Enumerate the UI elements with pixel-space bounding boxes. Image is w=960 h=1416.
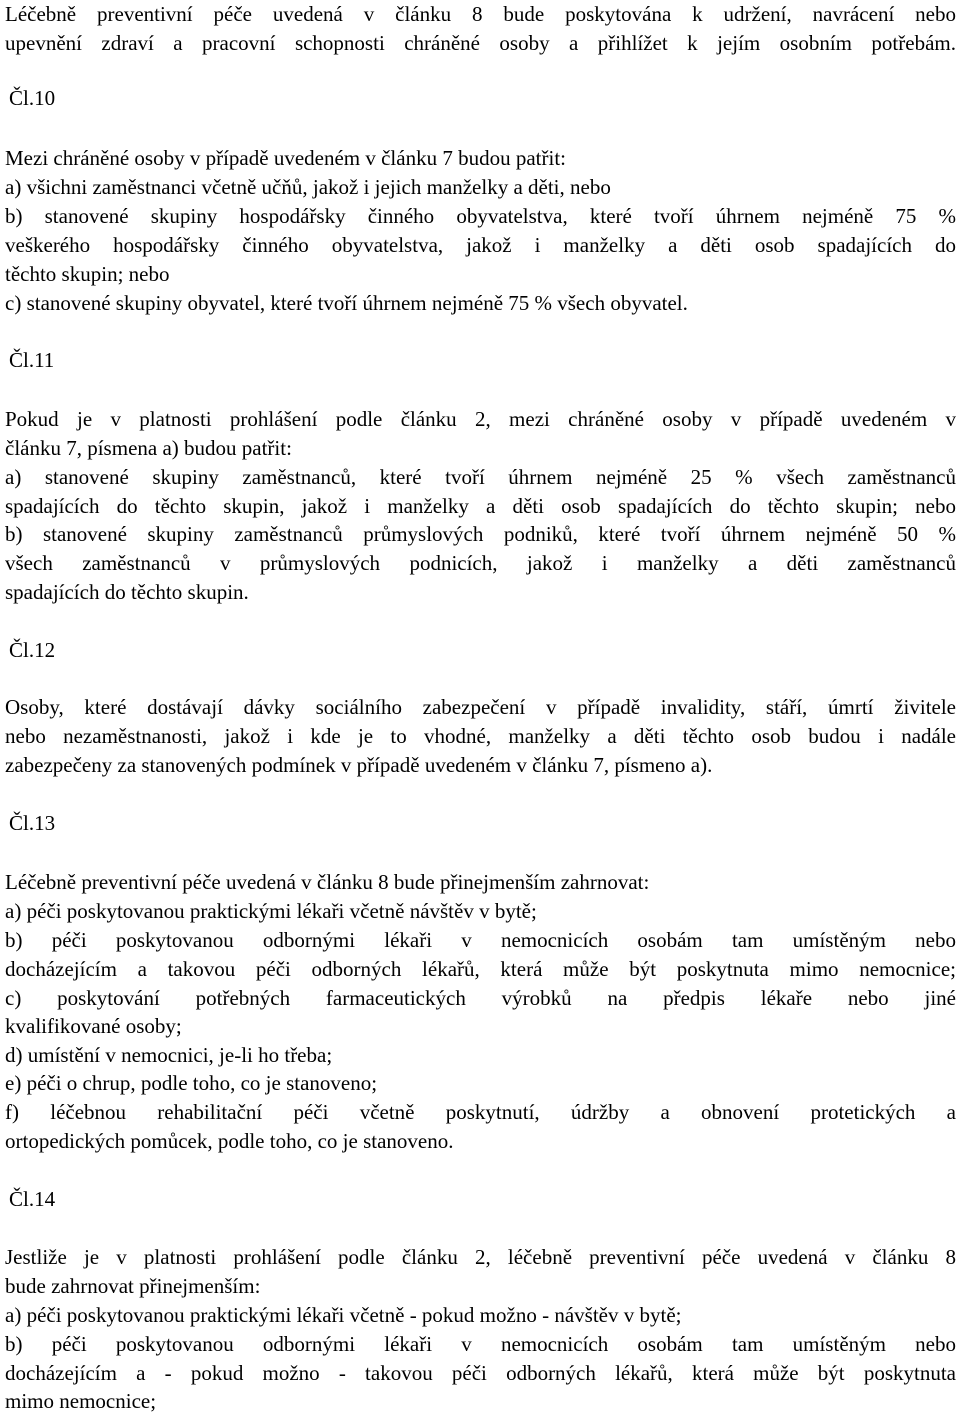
article-heading-11: Čl.11 (9, 348, 55, 372)
text-line: spadajících do těchto skupin, jakož i manželky a děti osob spadajících do těchto skupin; nebo (5, 494, 956, 518)
text-line: Jestliže je v platnosti prohlášení podle článku 2, léčebně preventivní péče uvedená v článku 8 (5, 1245, 956, 1269)
text-line: zabezpečeny za stanovených podmínek v případě uvedeném v článku 7, písmeno a). (5, 753, 713, 777)
text-line: spadajících do těchto skupin. (5, 580, 249, 604)
text-line: Mezi chráněné osoby v případě uvedeném v článku 7 budou patřit: (5, 146, 566, 170)
text-line: veškerého hospodářsky činného obyvatelstva, jakož i manželky a děti osob spadajících do (5, 233, 956, 257)
text-line: Pokud je v platnosti prohlášení podle článku 2, mezi chráněné osoby v případě uvedeném v (5, 407, 956, 431)
text-line: článku 7, písmena a) budou patřit: (5, 436, 292, 460)
text-line: upevnění zdraví a pracovní schopnosti chráněné osoby a přihlížet k jejím osobním potřebám. (5, 31, 956, 55)
text-line: Léčebně preventivní péče uvedená v článku 8 bude přinejmenším zahrnovat: (5, 870, 650, 894)
text-line: b) péči poskytovanou odbornými lékaři v nemocnicích osobám tam umístěným nebo (5, 928, 956, 952)
article-heading-14: Čl.14 (9, 1187, 56, 1211)
text-line: a) stanovené skupiny zaměstnanců, které tvoří úhrnem nejméně 25 % všech zaměstnanců (5, 465, 956, 489)
article-heading-13: Čl.13 (9, 811, 56, 835)
text-line: nebo nezaměstnanosti, jakož i kde je to vhodné, manželky a děti těchto osob budou i nadále (5, 724, 956, 748)
article-heading-12: Čl.12 (9, 638, 56, 662)
text-line: bude zahrnovat přinejmenším: (5, 1274, 261, 1298)
text-line: b) péči poskytovanou odbornými lékaři v nemocnicích osobám tam umístěným nebo (5, 1332, 956, 1356)
text-line: a) péči poskytovanou praktickými lékaři včetně - pokud možno - návštěv v bytě; (5, 1303, 682, 1327)
text-line: docházejícím a - pokud možno - takovou péči odborných lékařů, která může být poskytnuta (5, 1361, 956, 1385)
text-line: kvalifikované osoby; (5, 1014, 182, 1038)
text-line: ortopedických pomůcek, podle toho, co je stanoveno. (5, 1129, 454, 1153)
text-line: Osoby, které dostávají dávky sociálního zabezpečení v případě invalidity, stáří, úmrtí živitele (5, 695, 956, 719)
text-line: všech zaměstnanců v průmyslových podnicích, jakož i manželky a děti zaměstnanců (5, 551, 956, 575)
text-line: f) léčebnou rehabilitační péči včetně poskytnutí, údržby a obnovení protetických a (5, 1100, 956, 1124)
text-line: a) všichni zaměstnanci včetně učňů, jakož i jejich manželky a děti, nebo (5, 175, 611, 199)
text-line: Léčebně preventivní péče uvedená v článku 8 bude poskytována k udržení, navrácení nebo (5, 2, 956, 26)
text-line: těchto skupin; nebo (5, 262, 170, 286)
text-line: b) stanovené skupiny zaměstnanců průmyslových podniků, které tvoří úhrnem nejméně 50 % (5, 522, 956, 546)
text-line: e) péči o chrup, podle toho, co je stanoveno; (5, 1071, 378, 1095)
text-line: c) poskytování potřebných farmaceutických výrobků na předpis lékaře nebo jiné (5, 986, 956, 1010)
text-line: mimo nemocnice; (5, 1389, 157, 1413)
text-line: b) stanovené skupiny hospodářsky činného obyvatelstva, které tvoří úhrnem nejméně 75 % (5, 204, 956, 228)
text-line: a) péči poskytovanou praktickými lékaři včetně návštěv v bytě; (5, 899, 537, 923)
text-line: c) stanovené skupiny obyvatel, které tvoří úhrnem nejméně 75 % všech obyvatel. (5, 291, 688, 315)
text-line: docházejícím a takovou péči odborných lékařů, která může být poskytnuta mimo nemocnice; (5, 957, 956, 981)
text-line: d) umístění v nemocnici, je-li ho třeba; (5, 1043, 333, 1067)
article-heading-10: Čl.10 (9, 86, 56, 110)
